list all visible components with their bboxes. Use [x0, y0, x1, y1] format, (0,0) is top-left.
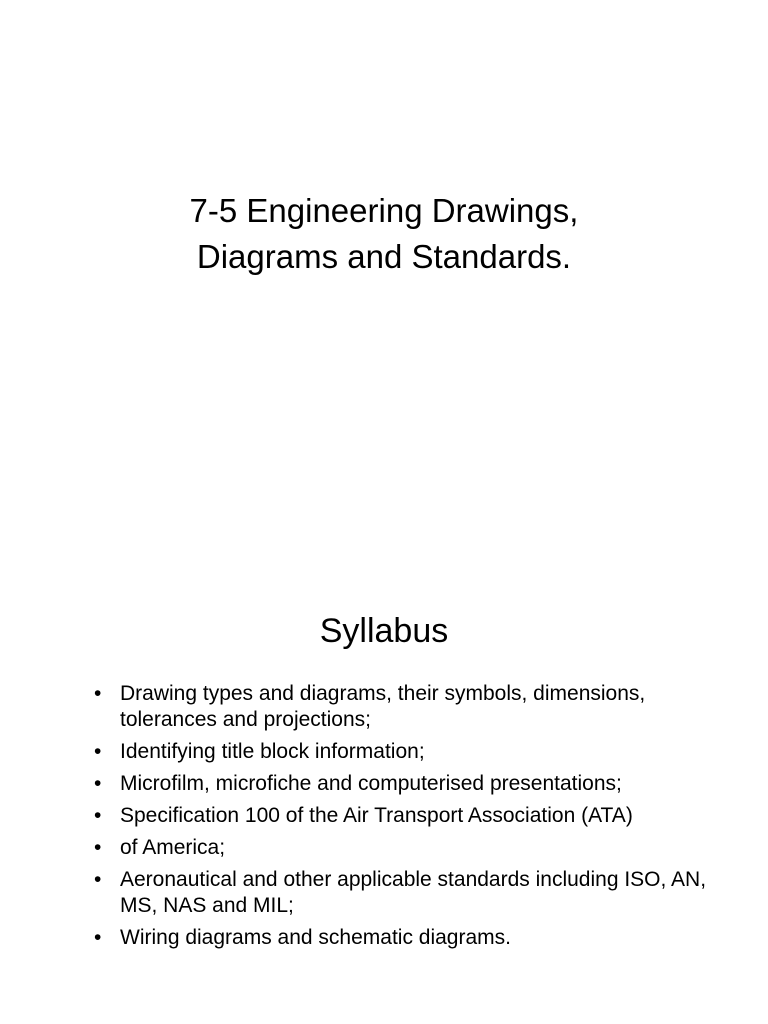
bullet-item — [94, 771, 734, 797]
slide-title — [0, 188, 768, 280]
bullet-text: of America; — [120, 836, 226, 859]
slide-title-line-1: 7-5 Engineering Drawings, — [189, 192, 579, 229]
bullet-icon: • — [94, 772, 102, 795]
bullet-item — [94, 739, 734, 765]
bullet-text: Identifying title block information; — [120, 740, 425, 763]
bullet-item — [94, 681, 734, 733]
bullet-text: Drawing types and diagrams, their symbols, dimensions, tolerances and projections; — [120, 682, 646, 731]
bullet-icon: • — [94, 804, 102, 827]
bullet-item — [94, 803, 734, 829]
bullet-text: Microfilm, microfiche and computerised presentations; — [120, 772, 622, 795]
bullet-text: Wiring diagrams and schematic diagrams. — [120, 926, 511, 949]
syllabus-heading: Syllabus — [319, 612, 449, 650]
syllabus-bullet-list — [94, 681, 734, 957]
bullet-icon: • — [94, 926, 102, 949]
slide-title-line-2: Diagrams and Standards. — [196, 238, 572, 275]
bullet-text: Aeronautical and other applicable standards including ISO, AN, MS, NAS and MIL; — [120, 868, 707, 917]
bullet-item — [94, 925, 734, 951]
bullet-icon: • — [94, 682, 102, 705]
bullet-text: Specification 100 of the Air Transport Association (ATA) — [120, 804, 633, 827]
syllabus-slide — [0, 576, 768, 1024]
bullet-item — [94, 835, 734, 861]
bullet-icon: • — [94, 836, 102, 859]
bullet-icon: • — [94, 740, 102, 763]
bullet-icon: • — [94, 868, 102, 891]
bullet-item — [94, 867, 734, 919]
